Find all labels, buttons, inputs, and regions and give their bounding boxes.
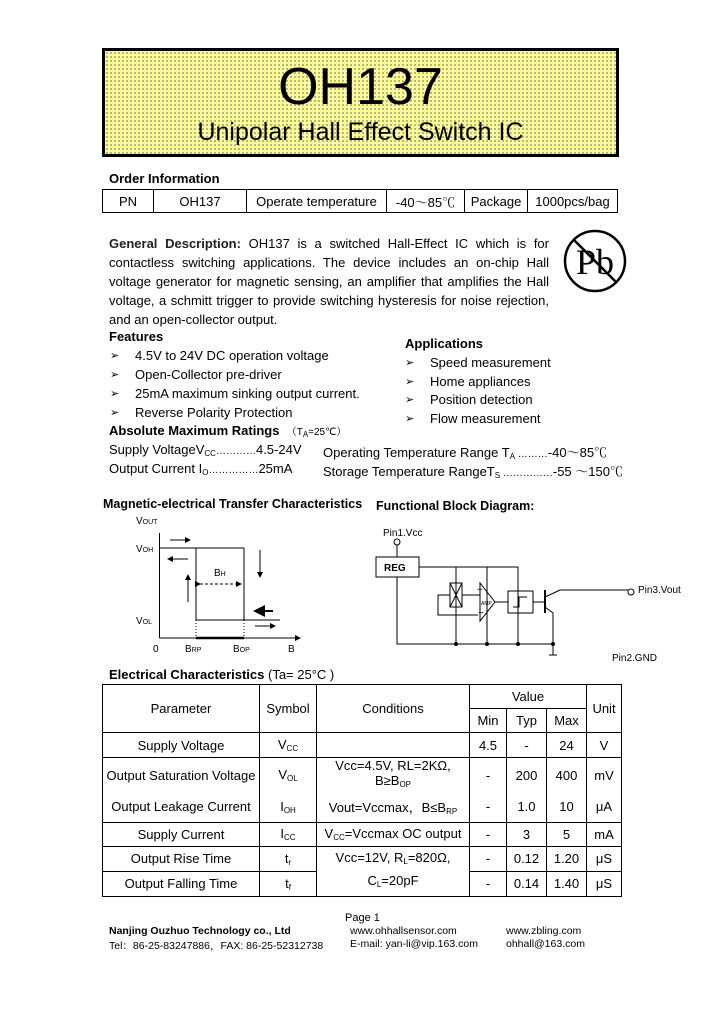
bullet-icon: ➢ [110, 350, 120, 362]
vol-label: VOL [136, 616, 153, 627]
transfer-heading: Magnetic-electrical Transfer Characteristics [103, 497, 363, 511]
header-typ: Typ [507, 709, 547, 733]
origin-label: 0 [153, 644, 159, 655]
vout-label: VOUT [136, 516, 158, 527]
reg-label: REG [384, 563, 406, 574]
header-value: Value [470, 685, 587, 709]
order-cell: -40～85℃ [387, 190, 465, 213]
block-diagram-heading: Functional Block Diagram: [376, 499, 535, 513]
svg-text:Pb: Pb [575, 242, 615, 282]
header-unit: Unit [587, 685, 622, 733]
bullet-icon: ➢ [405, 394, 415, 406]
transfer-characteristic-diagram [160, 533, 301, 638]
table-row: Output Saturation Voltage $V_{OL}$ Vcc=4.5V, RL=2KΩ, $B\ge B_{OP}$ - 200 400 mV [103, 758, 622, 793]
feature-item: Reverse Polarity Protection [135, 405, 293, 420]
applications-heading: Applications [405, 336, 484, 351]
order-cell: 1000pcs/bag [528, 190, 618, 213]
application-item: Position detection [430, 392, 533, 407]
feature-item: 4.5V to 24V DC operation voltage [135, 348, 329, 363]
table-row: Supply Voltage $V_{CC}$ 4.5 - 24 V [103, 733, 622, 758]
part-number-title: OH137 [278, 58, 443, 116]
bullet-icon: ➢ [110, 407, 120, 419]
feature-item: 25mA maximum sinking output current. [135, 386, 360, 401]
rating-operating-temp: Operating Temperature Range $T_A$ ………-40～85℃ [323, 445, 608, 461]
page-number: Page 1 [345, 912, 380, 924]
description-text: OH137 is a switched Hall-Effect IC which is for contactless switching applications. The device includes an on-chip Hall voltage generator for magnetic sensing, an amplifier that amplifies the Hall voltage, a schmitt trigger to provide switching hysteresis for noise rejection, and an open-collector output. [109, 236, 549, 327]
features-heading: Features [109, 329, 164, 344]
b-axis-label: B [288, 644, 295, 655]
website-link-2[interactable]: www.zbling.com [506, 925, 582, 937]
diagrams [100, 495, 681, 667]
header-min: Min [470, 709, 507, 733]
order-cell: Package [465, 190, 528, 213]
pin3-label: Pin3.Vout [638, 585, 681, 596]
functional-block-diagram [376, 539, 634, 655]
website-link[interactable]: www.ohhallsensor.com [350, 925, 457, 937]
amp-label: AMP [481, 601, 492, 607]
rating-output-current: Output Current $I_O\dots\dots\dots\dots\dots 25mA$ [109, 461, 293, 477]
bullet-icon: ➢ [405, 376, 415, 388]
electrical-characteristics-table [102, 684, 622, 897]
lead-free-logo [562, 228, 628, 294]
company-phone: Tel：86-25-83247886，FAX: 86-25-52312738 [109, 940, 324, 952]
voh-label: VOH [136, 544, 154, 555]
description-label: General Description: [109, 236, 241, 251]
ratings-heading: Absolute Maximum Ratings $(T_A=25℃)$ [109, 423, 347, 439]
bullet-icon: ➢ [405, 357, 415, 369]
email-link-2[interactable]: ohhall@163.com [506, 938, 585, 950]
electrical-heading: Electrical Characteristics (Ta= 25°C ) [109, 667, 335, 682]
bullet-icon: ➢ [405, 413, 415, 425]
order-cell: OH137 [154, 190, 247, 213]
svg-text:−: − [478, 608, 484, 619]
order-info-table [102, 189, 618, 213]
bullet-icon: ➢ [110, 369, 120, 381]
bh-label: BH [214, 568, 226, 579]
table-row: Supply Current $I_{CC}$ $V_{CC}=Vccmax$ OC output - 3 5 mA [103, 822, 622, 846]
header-max: Max [547, 709, 587, 733]
brp-label: BRP [185, 644, 202, 655]
bop-label: BOP [233, 644, 250, 655]
application-item: Home appliances [430, 374, 531, 389]
pin2-label: Pin2.GND [612, 653, 658, 664]
table-row: Output Leakage Current $I_{OH}$ Vout=Vccmax，$B\le B_{RP}$ - 1.0 10 μA [103, 792, 622, 822]
email-link[interactable]: E-mail: yan-li@vip.163.com [350, 938, 478, 950]
svg-text:+: + [477, 585, 483, 596]
pin1-label: Pin1.Vcc [383, 528, 423, 539]
order-info-heading: Order Information [109, 171, 220, 186]
title-banner [102, 48, 619, 157]
application-item: Speed measurement [430, 355, 551, 370]
header-conditions: Conditions [317, 685, 470, 733]
rating-storage-temp: Storage Temperature RangeT$_S$ ……………-55 ～150℃ [323, 464, 623, 480]
order-cell: Operate temperature [247, 190, 387, 213]
bullet-icon: ➢ [110, 388, 120, 400]
table-row: Output Rise Time $t_r$ Vcc=12V, $R_L=820\Omega$, $C_L=20pF$ - 0.12 1.20 μS [103, 846, 622, 871]
subtitle: Unipolar Hall Effect Switch IC [197, 118, 524, 146]
general-description [109, 234, 549, 329]
header-parameter: Parameter [103, 685, 260, 733]
rating-supply-voltage: Supply VoltageV$_{CC}$…………4.5-24V [109, 442, 302, 458]
company-name: Nanjing Ouzhuo Technology co., Ltd [109, 925, 291, 937]
header-symbol: Symbol [260, 685, 317, 733]
application-item: Flow measurement [430, 411, 541, 426]
order-cell: PN [103, 190, 154, 213]
table-row: Output Falling Time $t_f$ - 0.14 1.40 μS [103, 871, 622, 896]
feature-item: Open-Collector pre-driver [135, 367, 282, 382]
